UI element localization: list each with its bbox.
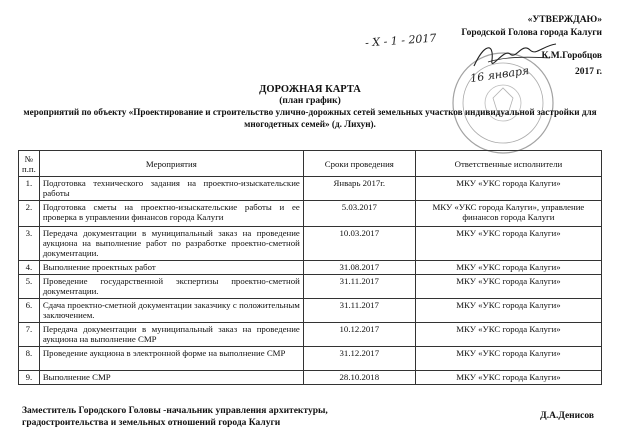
row-num: 1. (19, 177, 40, 201)
table-header-row (19, 151, 602, 177)
row-num: 4. (19, 261, 40, 275)
table-row (19, 323, 602, 347)
row-responsible: МКУ «УКС города Калуги» (415, 299, 601, 323)
row-deadline: 10.12.2017 (303, 323, 415, 347)
signer-title-line1: Заместитель Городского Головы -начальник управления архитектуры, (22, 406, 328, 416)
row-activity: Проведение государственной экспертизы проектно-сметной документации. (39, 275, 303, 299)
signer-title-line2: градостроительства и земельных отношений города Калуги (22, 418, 281, 429)
row-activity: Сдача проектно-сметной документации заказчику с положительным заключением. (39, 299, 303, 323)
row-activity: Подготовка сметы на проектно-изыскательские работы и ее проверка в управлении финансов города Калуги (39, 201, 303, 227)
header-responsible: Ответственные исполнители (415, 151, 601, 177)
row-responsible: МКУ «УКС города Калуги» (415, 347, 601, 371)
row-deadline: 28.10.2018 (303, 371, 415, 385)
roadmap-table (18, 150, 602, 385)
table-row (19, 299, 602, 323)
row-responsible: МКУ «УКС города Калуги» (415, 323, 601, 347)
row-num: 8. (19, 347, 40, 371)
row-responsible: МКУ «УКС города Калуги» (415, 261, 601, 275)
header-deadline: Сроки проведения (303, 151, 415, 177)
row-num: 3. (19, 227, 40, 261)
handwritten-approval-date: - Х - 1 - 2017 (364, 31, 437, 50)
row-responsible: МКУ «УКС города Калуги» (415, 227, 601, 261)
row-activity: Подготовка технического задания на проектно-изыскательские работы (39, 177, 303, 201)
row-activity: Передача документации в муниципальный заказ на проведение аукциона на выполнение СМР (39, 323, 303, 347)
row-deadline: Январь 2017г. (303, 177, 415, 201)
row-num: 2. (19, 201, 40, 227)
row-responsible: МКУ «УКС города Калуги» (415, 371, 601, 385)
table-row (19, 201, 602, 227)
row-responsible: МКУ «УКС города Калуги», управление финансов города Калуги (415, 201, 601, 227)
row-deadline: 31.11.2017 (303, 275, 415, 299)
row-num: 9. (19, 371, 40, 385)
header-num: № п.п. (19, 151, 40, 177)
signature-icon (470, 36, 560, 76)
row-deadline: 31.11.2017 (303, 299, 415, 323)
signer-name: Д.А.Денисов (540, 411, 594, 421)
signer-title (22, 405, 328, 430)
document-subject: мероприятий по объекту «Проектирование и строительство улично-дорожных сетей земельных участков индивидуальной застройки для многодетных семей» (д. Лихун). (23, 107, 597, 129)
row-num: 7. (19, 323, 40, 347)
table-row (19, 275, 602, 299)
table-row (19, 227, 602, 261)
row-num: 6. (19, 299, 40, 323)
row-deadline: 31.12.2017 (303, 347, 415, 371)
approval-position: Городской Голова города Калуги (461, 27, 602, 38)
document-subtitle: (план график) (279, 96, 341, 106)
row-activity: Выполнение СМР (39, 371, 303, 385)
table-row (19, 371, 602, 385)
row-activity: Передача документации в муниципальный заказ на проведение аукциона на выполнение работ по разработке проектно-сметной документации. (39, 227, 303, 261)
row-activity: Проведение аукциона в электронной форме на выполнение СМР (39, 347, 303, 371)
approval-year: 2017 г. (575, 67, 602, 78)
row-deadline: 5.03.2017 (303, 201, 415, 227)
table-row (19, 177, 602, 201)
document-title-block (0, 84, 620, 130)
row-activity: Выполнение проектных работ (39, 261, 303, 275)
row-num: 5. (19, 275, 40, 299)
table-row (19, 261, 602, 275)
approval-label: «УТВЕРЖДАЮ» (527, 15, 602, 25)
approval-name: К.М.Горобцов (541, 50, 602, 61)
table-row (19, 347, 602, 371)
row-responsible: МКУ «УКС города Калуги» (415, 275, 601, 299)
row-responsible: МКУ «УКС города Калуги» (415, 177, 601, 201)
row-deadline: 31.08.2017 (303, 261, 415, 275)
handwritten-day-month: 16 января (469, 63, 530, 86)
document-title: ДОРОЖНАЯ КАРТА (259, 84, 361, 95)
header-activity: Мероприятия (39, 151, 303, 177)
row-deadline: 10.03.2017 (303, 227, 415, 261)
